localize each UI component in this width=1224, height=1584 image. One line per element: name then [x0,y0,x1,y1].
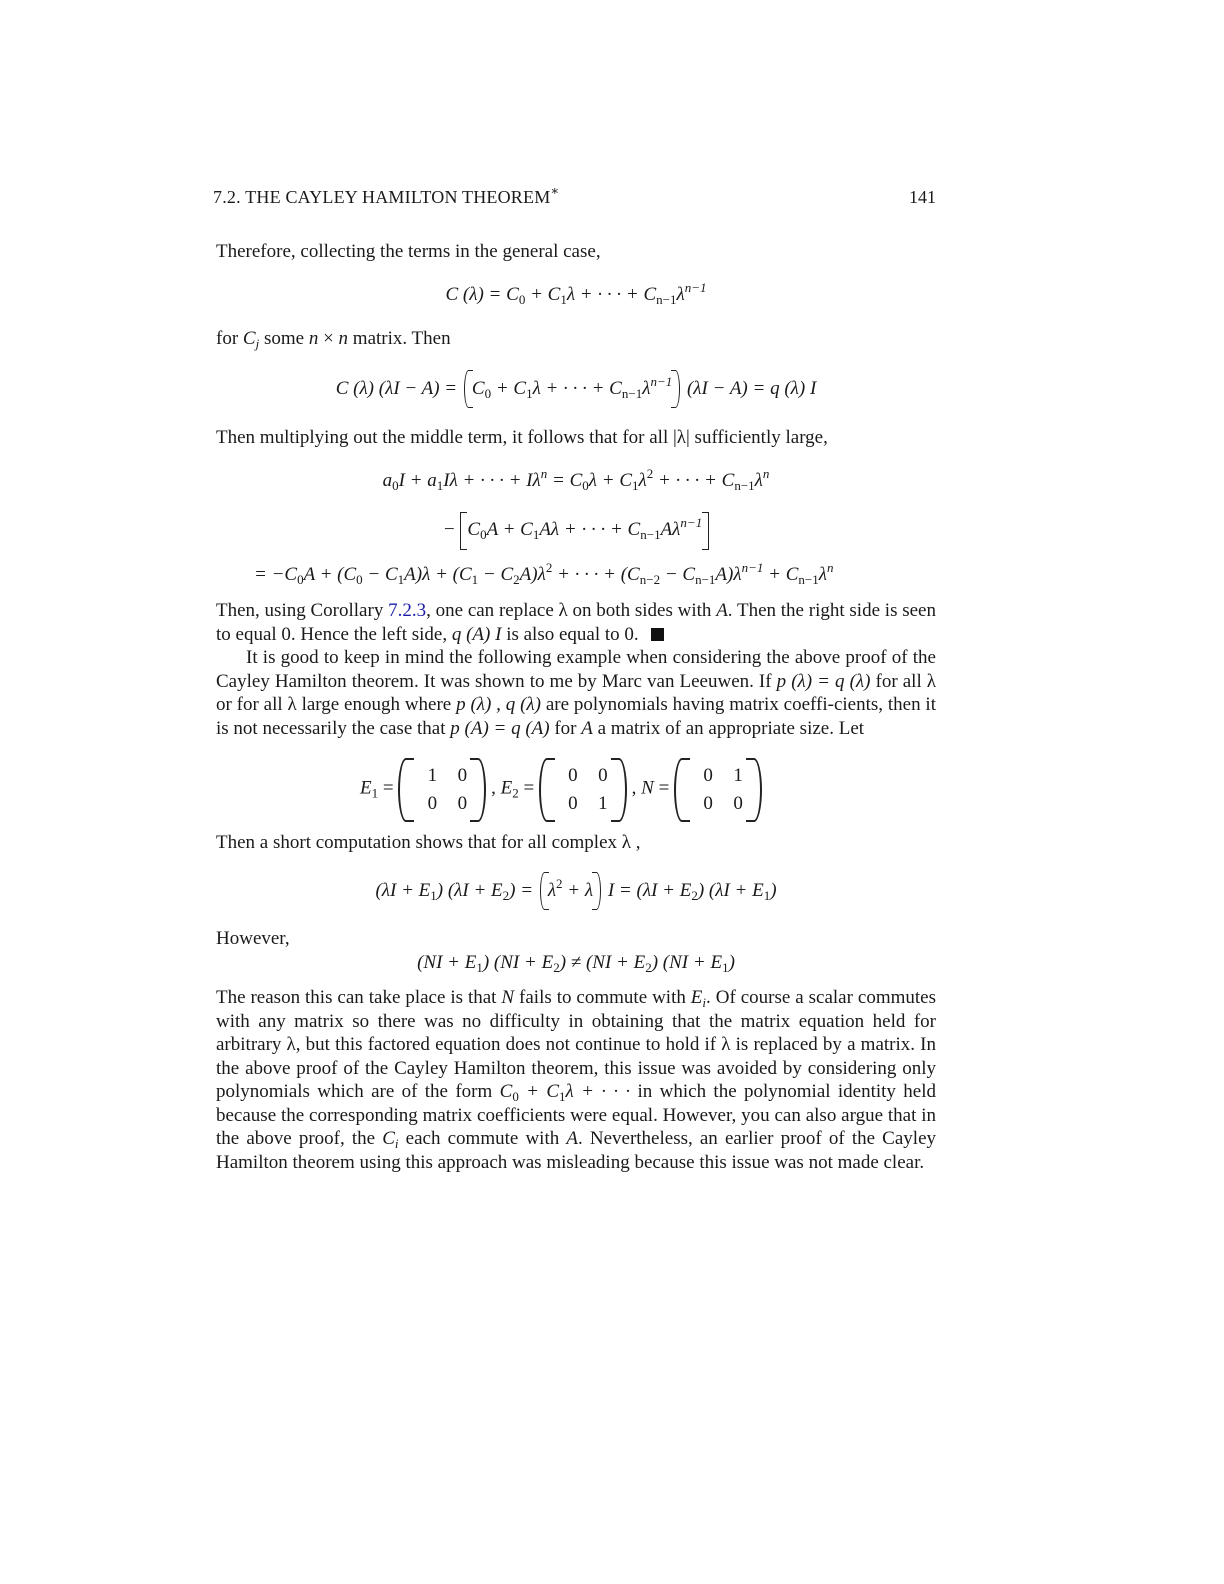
equation-matrices: $E_1$ = 1 0 0 0 , $E_2$ = 0 0 0 1 , N = 0 1 0 0 [360,758,762,820]
matrix-e1: 1 0 0 0 [398,758,486,820]
section-star: ∗ [550,183,560,198]
paragraph-corollary: Then, using Corollary 7.2.3, one can replace λ on both sides with A. Then the right side is seen to equal 0. Hence the left side, q (A) I is also equal to 0. [216,600,936,645]
equation-expansion-line3: = $-C_0A + (C_0 - C_1A)\lambda + (C_1 - C_2A)\lambda^2$ + · · · + $(C_{n-2} - C_{n-1}A)\lambda^{n-1} + C_{n-1}\lambda^n$ [254,560,834,587]
equation-product-commute: $(\lambda I + E_1)$ $(\lambda I + E_2)$ = $\lambda^2 + \lambda$ $I = (\lambda I + E_2)$ $(\lambda I + E_1)$ [216,871,936,912]
paragraph-cj: for $C_j$ some n × n matrix. Then [216,328,451,351]
matrix-n: 0 1 0 0 [674,758,762,820]
paragraph-computation: Then a short computation shows that for all complex λ , [216,832,641,853]
equation-expansion-line2: − $C_0A + C_1A\lambda$ + · · · + $C_{n-1}A\lambda^{n-1}$ [216,510,936,550]
paragraph-reason: The reason this can take place is that N fails to commute with $E_i$. Of course a scalar commutes with any matrix so there was no difficulty in obtaining that the matrix equation held for arbitrary λ, but this factored equation does not continue to hold if λ is replaced by a matrix. In the above proof of the Cayley Hamilton theorem, this issue was avoided by considering only polynomials which are of the form $C_0 + C_1\lambda$ + · · · in which the polynomial identity held because the corresponding matrix coefficients were equal. However, you can also argue that in the above proof, the $C_i$ each commute with A. Nevertheless, an earlier proof of the Cayley Hamilton theorem using this approach was misleading because this issue was not made clear. [216,987,936,1173]
paragraph-however: However, [216,928,290,949]
corollary-link[interactable]: 7.2.3 [388,600,427,621]
paragraph-intro: Therefore, collecting the terms in the general case, [216,241,601,262]
section-title: 7.2. THE CAYLEY HAMILTON THEOREM [213,187,551,207]
page-number: 141 [909,187,936,207]
running-header [213,183,560,210]
qed-symbol [651,628,664,641]
matrix-e2: 0 0 0 1 [539,758,627,820]
equation-expansion-line1: $a_0I + a_1I\lambda$ + · · · + $I\lambda^n = C_0\lambda + C_1\lambda^2$ + · · · + $C_{n-1}\lambda^n$ [382,466,770,493]
equation-c-lambda: C $(\lambda) = C_0 + C_1\lambda$ + · · · + $C_{n-1}\lambda^{n-1}$ [445,280,707,307]
equation-c-times: C (λ) (λI − A) = $C_0 + C_1\lambda$ + · · · + $C_{n-1}\lambda^{n-1}$ (λI − A) = q (λ) I [216,369,936,410]
paragraph-example: It is good to keep in mind the following example when considering the above proof of the Cayley Hamilton theorem. It was shown to me by Marc van Leeuwen. If p (λ) = q (λ) for all λ or for all λ large enough where p (λ) , q (λ) are polynomials having matrix coeffi-cients, then it is not necessarily the case that p (A) = q (A) for A a matrix of an appropriate size. Let [216,647,937,739]
equation-noncommute: $(NI + E_1)$ $(NI + E_2) \ne (NI + E_2)$ $(NI + E_1)$ [417,952,735,975]
paragraph-multiply: Then multiplying out the middle term, it follows that for all |λ| sufficiently large, [216,427,828,448]
